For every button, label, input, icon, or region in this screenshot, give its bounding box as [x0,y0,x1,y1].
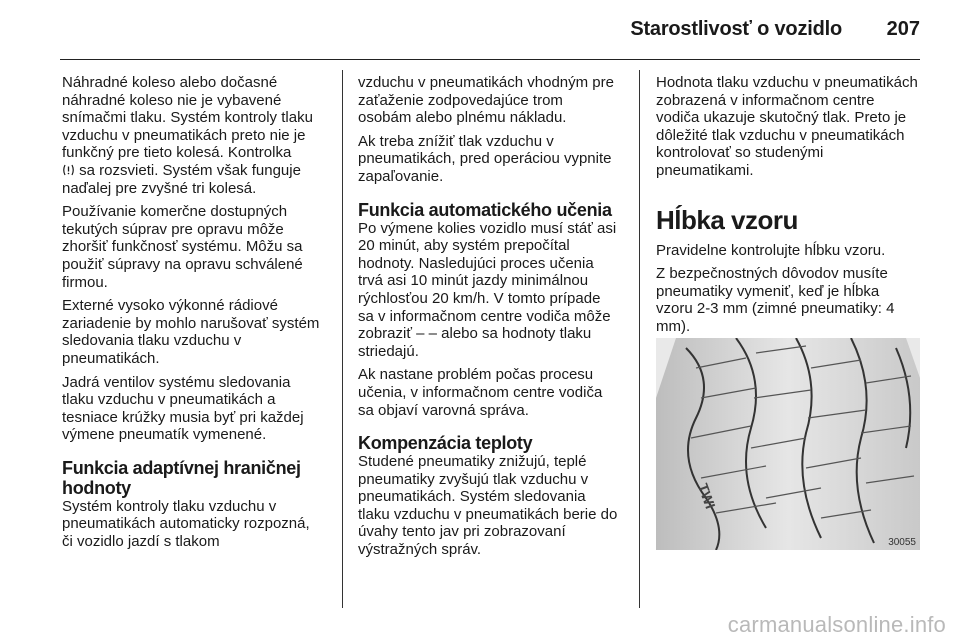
paragraph-text: sa rozsvieti. Systém však funguje naďalej pre zvyšné tri kolesá. [62,161,301,197]
column-1 [62,74,324,557]
paragraph: Pravidelne kontrolujte hĺbku vzoru. [656,241,886,259]
header-divider [60,59,920,60]
paragraph: vzduchu v pneumatikách vhodným pre zaťaženie zodpovedajúce trom osobám alebo plnému nákladu. [358,74,614,127]
paragraph: Po výmene kolies vozidlo musí stáť asi 20 minút, aby systém prepočítal hodnoty. Nasledujúci proces učenia trvá asi 10 minút jazdy minimálnou rýchlosťou 20 km/h. V tomto prípade sa v informačnom centre vodiča môže zobraziť – – alebo sa hodnoty tlaku striedajú. [358,219,617,360]
paragraph: Jadrá ventilov systému sledovania tlaku vzduchu v pneumatikách a tesniace krúžky musia byť pri každej výmene pneumatík vymenené. [62,373,304,444]
tire-pressure-warning-icon [62,162,75,180]
figure-label: 30055 [888,537,916,548]
paragraph: Z bezpečnostných dôvodov musíte pneumatiky vymeniť, keď je hĺbka vzoru 2-3 mm (zimné pneumatiky: 4 mm). [656,265,895,335]
paragraph: Studené pneumatiky znižujú, teplé pneumatiky zvyšujú tlak vzduchu v pneumatikách. Systém sledovania tlaku vzduchu v pneumatikách berie do úvahy tento jav pri zobrazovaní výstražných správ. [358,453,618,559]
column-3 [656,74,918,342]
paragraph: Používanie komerčne dostupných tekutých súprav pre opravu môže zhoršiť funkčnosť systému. Môžu sa použiť súpravy na opravu schválené firmou. [62,203,303,291]
watermark: carmanualsonline.info [727,612,946,637]
column-divider [639,70,640,608]
tire-tread-drawing [656,338,920,550]
twi-marking: TWI [694,481,719,511]
paragraph: Hodnota tlaku vzduchu v pneumatikách zobrazená v informačnom centre vodiča ukazuje skutočný tlak. Preto je dôležité tlak vzduchu v pneumatikách kontrolovať so studenými pneumatikami. [656,74,918,179]
subheading: Funkcia automatického učenia [358,199,612,220]
subheading: Kompenzácia teploty [358,433,533,454]
page-header [0,0,960,60]
paragraph [62,74,324,197]
page-title: Starostlivosť o vozidlo [630,18,842,40]
tire-tread-illustration [656,338,920,550]
column-2 [358,74,620,565]
subheading: Funkcia adaptívnej hraničnej hodnoty [62,457,301,498]
paragraph-text: Náhradné koleso alebo dočasné náhradné koleso nie je vybavené snímačmi tlaku. Systém kontroly tlaku vzduchu v pneumatikách preto nie je funkčný pre tieto kolesá. Kontrolka [62,74,313,162]
column-divider [342,70,343,608]
section-heading: Hĺbka vzoru [656,204,798,235]
page-number: 207 [886,18,920,40]
paragraph: Externé vysoko výkonné rádiové zariadenie by mohlo narušovať systém sledovania tlaku vzduchu v pneumatikách. [62,297,320,367]
paragraph: Ak nastane problém počas procesu učenia, v informačnom centre vodiča sa objaví varovná správa. [358,366,603,419]
paragraph: Ak treba znížiť tlak vzduchu v pneumatikách, pred operáciou vypnite zapaľovanie. [358,132,612,185]
paragraph: Systém kontroly tlaku vzduchu v pneumatikách automaticky rozpozná, či vozidlo jazdí s tlakom [62,497,310,551]
